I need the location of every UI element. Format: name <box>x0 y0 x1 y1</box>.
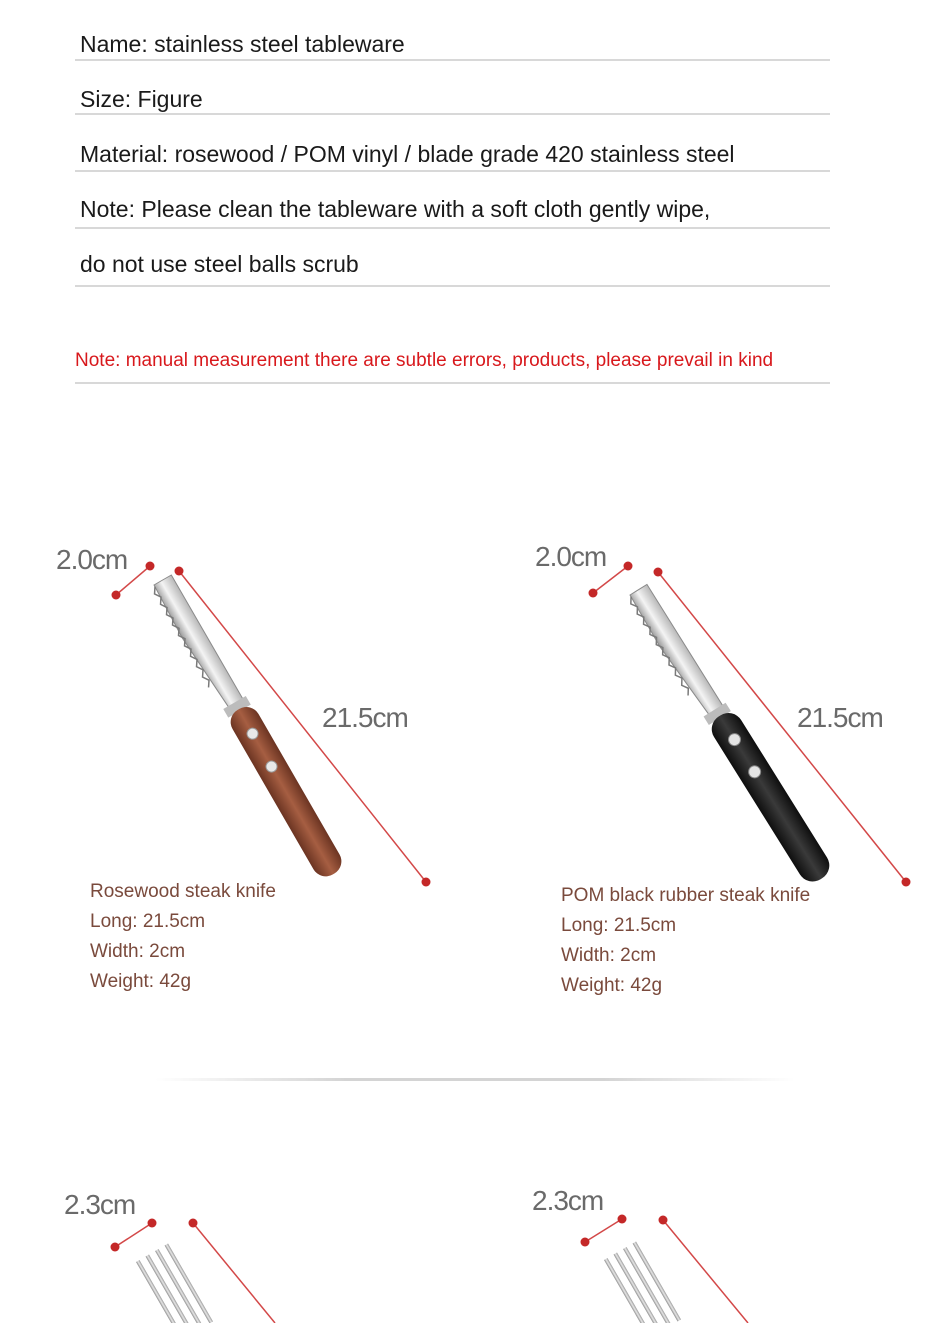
knife2-width: Width: 2cm <box>561 945 657 966</box>
measurement-note: Note: manual measurement there are subtle errors, products, please prevail in kind <box>75 350 774 371</box>
fork-left <box>111 1219 276 1323</box>
knife2-title: POM black rubber steak knife <box>561 885 811 906</box>
spec-size: Size: Figure <box>80 86 203 112</box>
spec-note-line2: do not use steel balls scrub <box>80 251 359 277</box>
fork-right <box>581 1215 749 1323</box>
knife2-width-label: 2.0cm <box>535 541 607 572</box>
knife1-title: Rosewood steak knife <box>90 881 276 902</box>
fork1-width-label: 2.3cm <box>64 1189 136 1220</box>
knife1-info <box>90 877 276 997</box>
knife1-width: Width: 2cm <box>90 941 186 962</box>
section-divider <box>155 1078 795 1081</box>
knife2-weight: Weight: 42g <box>561 975 663 996</box>
knife2-long: Long: 21.5cm <box>561 915 677 936</box>
spec-note-line1: Note: Please clean the tableware with a soft cloth gently wipe, <box>80 196 711 222</box>
knife1-weight: Weight: 42g <box>90 971 192 992</box>
spec-name: Name: stainless steel tableware <box>80 31 405 57</box>
knife1-length-label: 21.5cm <box>322 702 408 733</box>
spec-material: Material: rosewood / POM vinyl / blade grade 420 stainless steel <box>80 141 735 167</box>
knife2-length-label: 21.5cm <box>797 702 883 733</box>
knife2-info <box>561 881 810 1001</box>
fork2-width-label: 2.3cm <box>532 1185 604 1216</box>
knife1-long: Long: 21.5cm <box>90 911 206 932</box>
knife1-width-label: 2.0cm <box>56 544 128 575</box>
